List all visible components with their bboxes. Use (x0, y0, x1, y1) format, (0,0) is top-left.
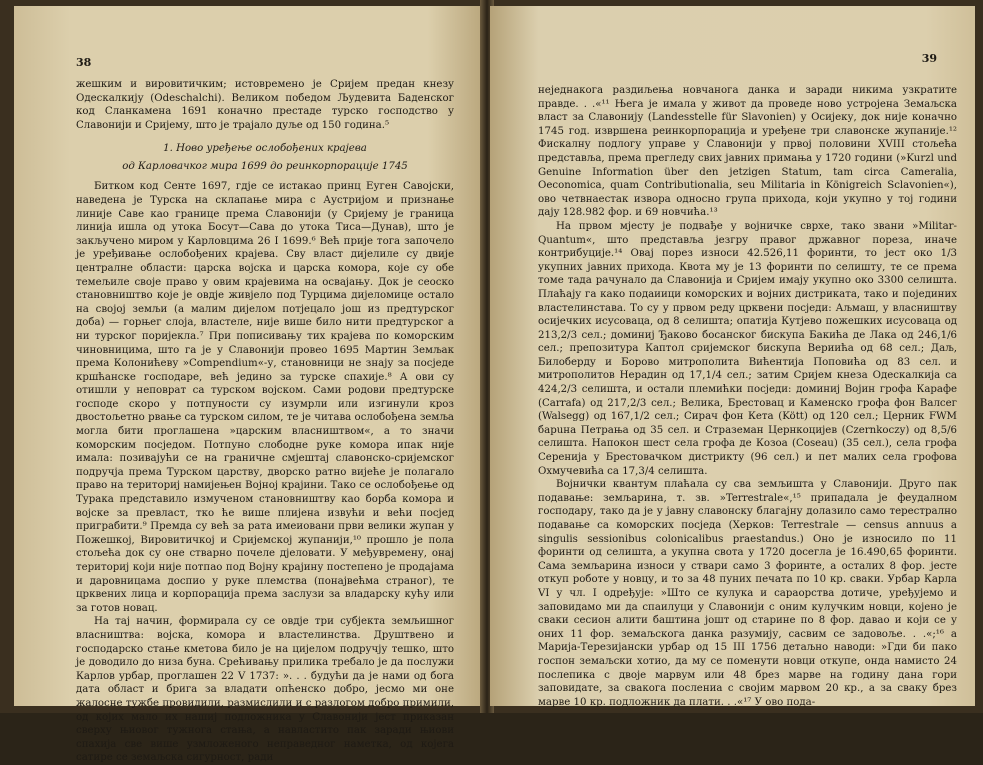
intro-paragraph: жешким и вировитичким; истовремено је Сријем предан кнезу Одескалкију (Odeschalchi). Великом победом Људевита Баденског код Сланкамена 1691 коначно престаде турско господство у Славонији и Сријему, што је трајало дуље од 150 година.⁵ (76, 79, 454, 131)
section-heading-line1: 1. Ново уређење ослобођених крајева (163, 143, 367, 155)
right-page (490, 6, 975, 706)
page-number-right: 39 (921, 52, 937, 65)
left-page (14, 6, 484, 764)
body-paragraph-1: Битком код Сенте 1697, гдје се истакао принц Еуген Савојски, наведена је Турска на склапање мира с Аустријом и признање линије Саве као границе према Славонији (у Сријему је граница линија ишла од утока Босут—Сава до утока Тиса—Дунав), што је закључено миром у Карловцима 26 I 1699.⁶ Већ прије тога започело је уређивање ослобођених крајева. Сву власт дијелиле су двије централне области: царска војска и царска комора, које су обе темељиле своје право у овим крајевима на освајању. Док је сеоско становништво које је овдје живјело под Турцима дијеломице остало на својој земљи (а малим дијелом потјецало још из предтурског доба) — горњег слоја, властеле, није више било нити предтурског а ни турског поријекла.⁷ При пописивању тих крајева по коморским чиновницима, што га је у Славонији провео 1695 Мартин Земљак према Колонићеву »Compendium«-у, становници не знају за посједе кршћанске господаре, већ једино за турске спахије.⁸ А ови су отишли у неповрат са турском војском. Сами родови предтурске господе скоро у потпуности су изумрли или изгинули кроз двостољетно рвање са турском силом, те је читава ослобођена земља могла бити проглашена »царским власништвом«, а то значи коморским посједом. Потпуно слободне руке комора ипак није имала: позивајући се на граничне смјештај славонско-сријемског подручја према Турском царству, дворско ратно вијеће је полагало право на териториј намијењен Војној крајини. Тако се ослобођење од Турака представило измученом становништву као борба комора и војске за превласт, тко ће више плијена извући и већи посјед приграбити.⁹ Премда су већ за рата имеиовани први велики жупан у Пожешкој, Вировитичкој и Сријемској жупанији,¹⁰ прошло је пола стољећа док су оне стварно почеле дјеловати. У међувремену, онај териториј који није потпао под Војну крајину постепено је продајама и даровницама доспио у руке племства (понајвећма страног), те црквених лица и корпорација према заслузи за владарску кућу или за готов новац. (76, 181, 454, 614)
section-heading (76, 142, 454, 174)
left-page-text (76, 78, 454, 765)
page-number-left: 38 (76, 56, 92, 69)
body-paragraph-3: неједнакога раздиљења новчаногa данка и заради никима узкратите правде. . .«¹¹ Њега је имала у живот да проведе ново устројена Земаљска власт за Славонију (Landesstelle für Slavonien) у Осијеку, док није коначно 1745 год. извршена реинкорпорација и уређене три славонске жупаније.¹² Фискалну подлогу управе у Славонији у првој половини XVIII стољећа представља, према прегледу свих јавних примања у 1720 години (»Kurzl und Genuine Information über den jetzigen Statum, tam circa Cameralia, Oeconomica, quam Contributionalia, seu Militaria in Königreich Sclavonien«), ово четвнаестак извора односно група прихода, који укупно у тој години дају 128.982 фор. и 69 новчића.¹³ (538, 85, 957, 219)
body-paragraph-4: На првом мјесту је подвађе у војничке сврхе, тако звани »Militar-Quantum«, што представља језгру правог државног пореза, иначе контрибуције.¹⁴ Овај порез износи 42.526,11 форинти, то јест око 1/3 укупних јавних прихода. Квота му је 13 форинти по селишту, те се према томе тада рачунало да Славонија и Сријем имају укупно око 3300 селишта. Плаћају га како подаиици коморских и војних дистриката, тако и појединих властелинстава. То су у првом реду црквени посједи: Аљмаш, у власништву осијечких исусоваца, од 8 селишта; опатија Кутјево пожешких исусоваца од 213,2/3 сел.; доминиј Ђаково босанског бискупа Бакића де Лака од 246,1/6 сел.; препозитура Каптол сријемског бискупа Вериића од 68 сел.; Даљ, Билоберду и Борово митрополита Вићентија Поповића од 83 сел. и митрополитов Нерадин од 17,1/4 сел.; затим Сријем кнеза Одескалкија са 424,2/3 селишта, и остали племићки посједи: доминиј Војин грофа Карафе (Carrafa) од 217,2/3 сел.; Велика, Брестовац и Каменско грофа фон Валсег (Walsegg) од 167,1/2 сел.; Сирач фон Кета (Kött) од 120 сел.; Церник FWM барuна Петрања од 35 сел. и Страземан Цернкоцијев (Czernkoczy) од 8,5/6 селишта. Напокон шест села грофа де Козоа (Coseau) (35 сел.), села грофа Серенија у Брестовачком дистрикту (96 сел.) и пет малих села грофова Охмучевића са 17,3/4 селишта. (538, 220, 957, 477)
body-paragraph-2: На тај начин, формирала су се овдје три субјекта земљишног власништва: војска, комора и властелинства. Друштвено и господарско стање кметова било је на цијелом подручју тешко, што је доводило до низа буна. Срећивању прилика требало је да послужи Карлов урбар, проглашен 22 V 1737: ». . . будући да је нами од бога дата област и бригa за владати опћенско добро, јесмо ми оне жалосне тужбе провидили, размислили и с разлогом добро примили, од којих мало их нашиј подложника у Славонији јест приказан сверху њиовог тужнога стања, а навластито пак заради њиови спахија све више узмложеного неправедног наметка, од којега сатире се земаљска сигурност, ради (76, 616, 454, 764)
section-heading-line2: од Карловачког мира 1699 до реинкорпорације 1745 (122, 161, 408, 173)
right-page-text (538, 84, 957, 709)
body-paragraph-5: Војнички квантум плаћала су сва земљишта у Славонији. Друго пак подавање: земљарина, т. зв. »Terrestrale«,¹⁵ припадала је феудалном господару, тако да је у јавну славонску благајну долазило само терестрално подавање са коморских посједа (Херков: Terrestrale — census annuus a singulis sessionibus colonicalibus praestandus.) Оно је износило по 11 форинти од селишта, а укупна свота у 1720 досегла је 16.490,65 форинти. Сама земљарина износи у ствари само 3 форинте, а осталих 8 фор. јесте откуп роботе у новцу, и то за 48 пуних печата по 10 кр. сваки. Урбар Карла VI у чл. I одређује: »Што се кулука и сараорства дотиче, уређујемо и заповидамо ми да спаилуци у Славонији с оним кулучким новци, којено је сваки сесион алити баштина јошт од старине по 8 фор. давао и који се у оних 11 фор. земаљскога данка разумију, сасвим се задовоље. . .«;¹⁶ а Марија-Терезијански урбар од 15 III 1756 детаљно наводи: »Гди би пако госпон земаљски хотио, да му се поменути новци откупе, онда намисто 24 послепика с двоје марвум или 48 брез марве на годину дана гори заповидате, за свакога послениа с својим марвом 20 кр., а за сваку брез марве 10 кр. подложник да плати. . .«¹⁷ У ово пода- (538, 479, 957, 708)
